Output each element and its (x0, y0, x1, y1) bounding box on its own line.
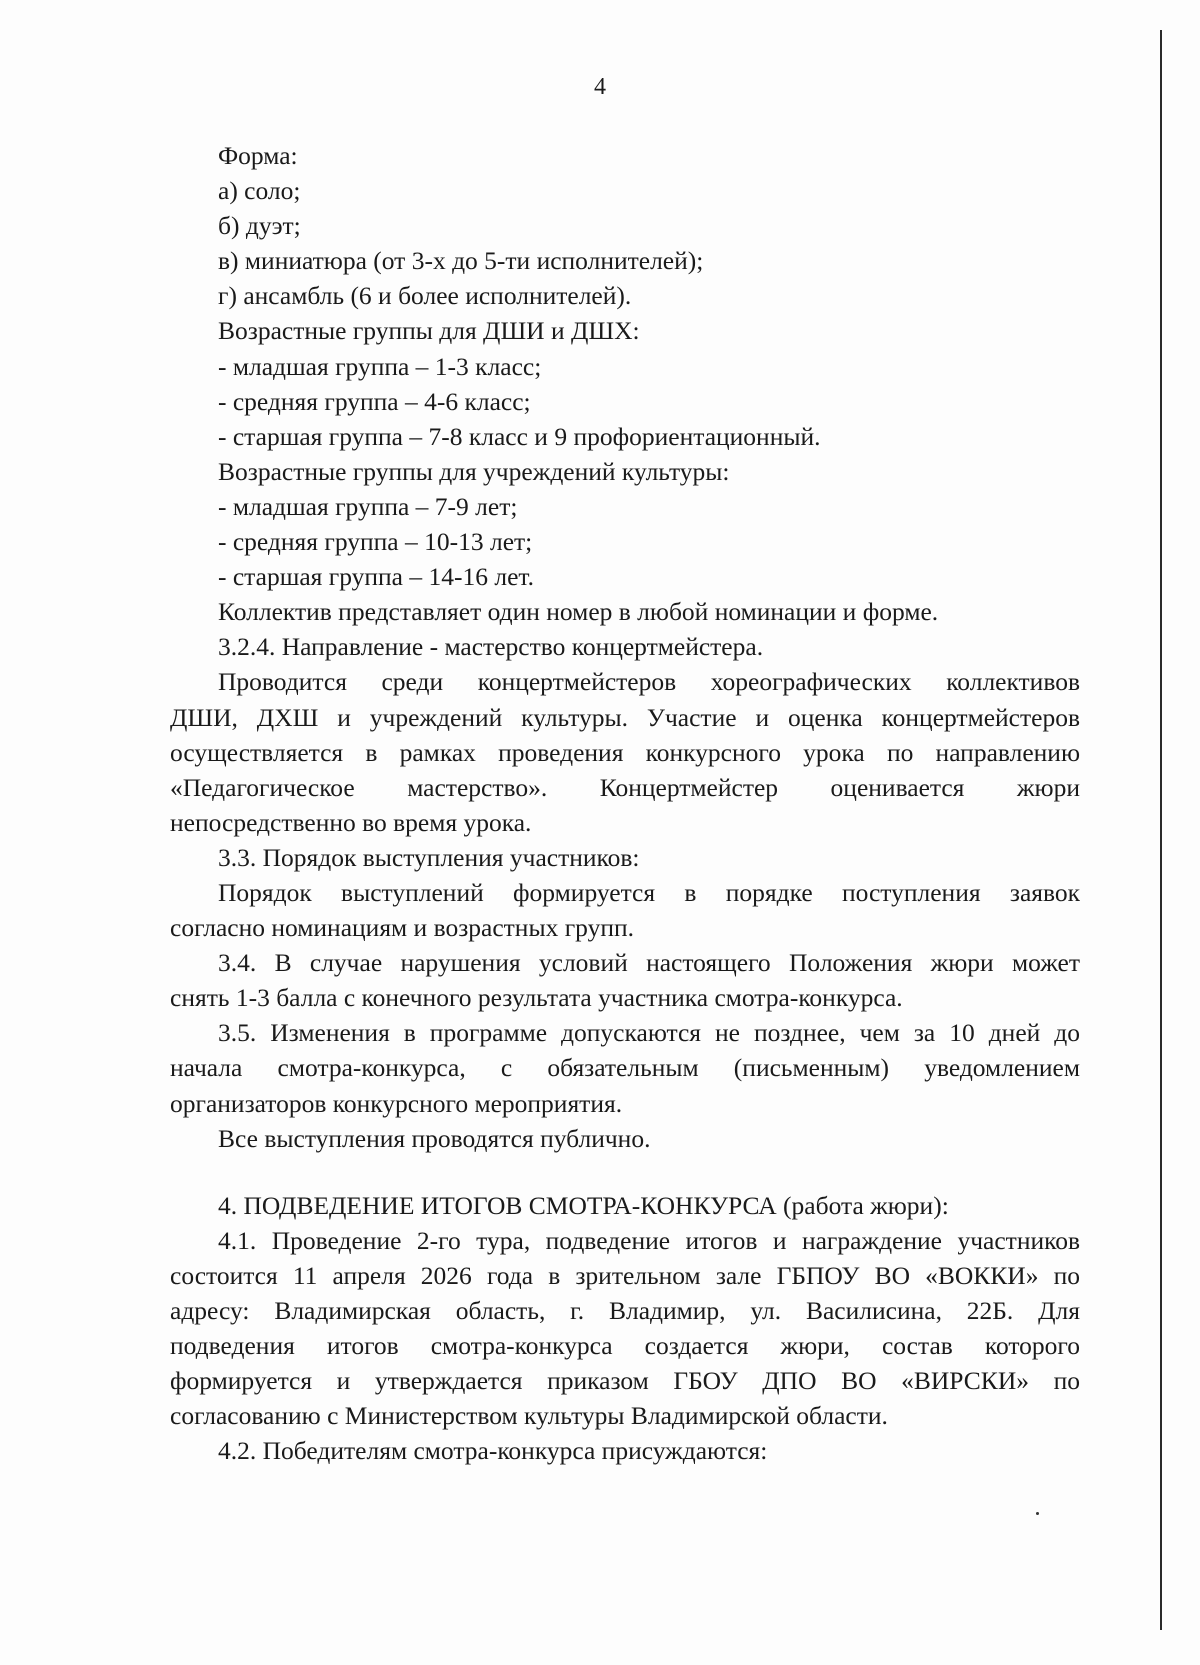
text-line: согласованию с Министерством культуры Владимирской области. (170, 1401, 888, 1431)
text-line: адресу: Владимирская область, г. Владимир, ул. Василисина, 22Б. Для (170, 1296, 1080, 1325)
text-line: Коллектив представляет один номер в любой номинации и форме. (218, 597, 939, 627)
text-line: подведения итогов смотра-конкурса создается жюри, состав которого (170, 1331, 1080, 1361)
paragraph-gap (170, 1156, 1080, 1188)
text-line: Все выступления проводятся публично. (218, 1123, 651, 1153)
page-number: 4 (594, 74, 606, 100)
text-line: состоится 11 апреля 2026 года в зрительном зале ГБПОУ ВО «ВОККИ» по (170, 1260, 1080, 1290)
text-line: Порядок выступлений формируется в порядке поступления заявок (218, 877, 1080, 907)
text-line: Возрастные группы для учреждений культуры: (218, 456, 730, 486)
scan-speck (1036, 1512, 1039, 1515)
text-line: б) дуэт; (218, 211, 301, 241)
text-line: - младшая группа – 7-9 лет; (218, 491, 518, 521)
text-line: 3.2.4. Направление - мастерство концертмейстера. (218, 632, 764, 662)
text-line: 4.1. Проведение 2-го тура, подведение итогов и награждение участников (218, 1225, 1080, 1255)
text-line: Возрастные группы для ДШИ и ДШХ: (218, 316, 640, 346)
text-line: г) ансамбль (6 и более исполнителей). (218, 281, 632, 311)
text-line: Форма: (218, 141, 298, 170)
text-line: формируется и утверждается приказом ГБОУ ДПО ВО «ВИРСКИ» по (170, 1366, 1080, 1396)
text-line: 4. ПОДВЕДЕНИЕ ИТОГОВ СМОТРА-КОНКУРСА (работа жюри): (218, 1190, 949, 1220)
text-line: - младшая группа – 1-3 класс; (218, 351, 542, 381)
text-line: в) миниатюра (от 3-х до 5-ти исполнителей); (218, 246, 704, 276)
text-line: осуществляется в рамках проведения конкурсного урока по направлению (170, 737, 1080, 767)
text-line: ДШИ, ДХШ и учреждений культуры. Участие и оценка концертмейстеров (170, 702, 1080, 732)
document-body (170, 138, 1080, 1468)
text-line: - старшая группа – 7-8 класс и 9 профориентационный. (218, 421, 821, 451)
text-line: 3.4. В случае нарушения условий настоящего Положения жюри может (218, 948, 1080, 978)
text-line: Проводится среди концертмейстеров хореографических коллективов (218, 667, 1080, 697)
scan-border-line (1160, 30, 1162, 1630)
text-line: а) соло; (218, 176, 301, 206)
text-line: 4.2. Победителям смотра-конкурса присуждаются: (218, 1436, 768, 1466)
text-line: непосредственно во время урока. (170, 807, 532, 837)
text-line: 3.3. Порядок выступления участников: (218, 842, 640, 872)
text-line: организаторов конкурсного мероприятия. (170, 1088, 623, 1118)
text-line: начала смотра-конкурса, с обязательным (письменным) уведомлением (170, 1053, 1080, 1083)
text-line: согласно номинациям и возрастных групп. (170, 913, 634, 943)
text-line: - старшая группа – 14-16 лет. (218, 562, 535, 592)
text-line: - средняя группа – 4-6 класс; (218, 386, 531, 416)
text-line: 3.5. Изменения в программе допускаются не позднее, чем за 10 дней до (218, 1018, 1080, 1048)
text-line: - средняя группа – 10-13 лет; (218, 527, 533, 557)
text-line: снять 1-3 балла с конечного результата участника смотра-конкурса. (170, 983, 903, 1013)
text-line: «Педагогическое мастерство». Концертмейстер оценивается жюри (170, 772, 1080, 802)
